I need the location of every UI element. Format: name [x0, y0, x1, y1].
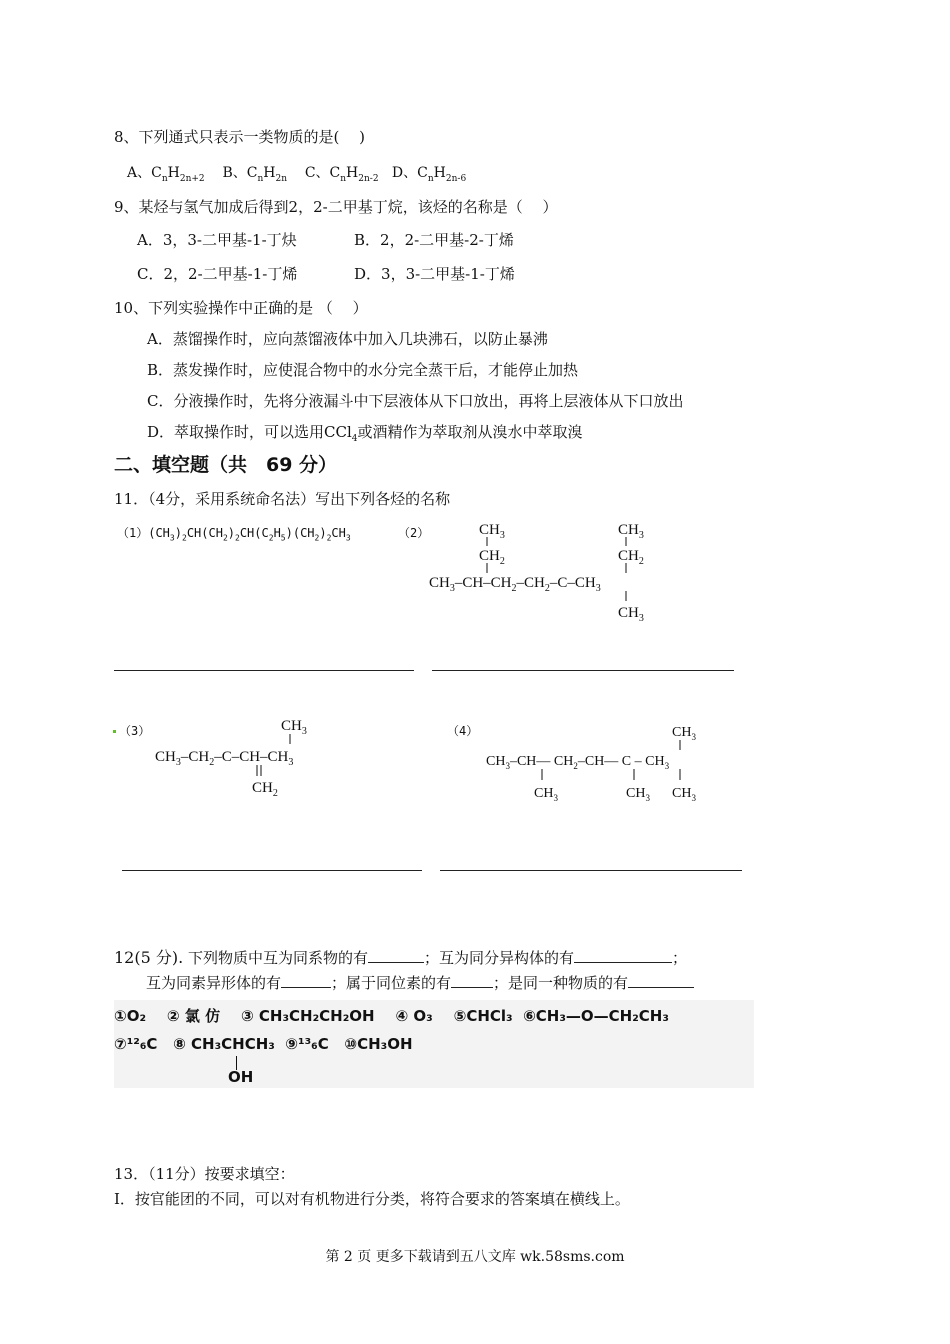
- q12-text-3: ；: [672, 949, 688, 967]
- q8-option-d: D、$C_nH_{2n-6}$: [391, 165, 467, 184]
- q10-option-c: C．分液操作时，先将分液漏斗中下层液体从下口放出，再将上层液体从下口放出: [147, 392, 684, 410]
- svg-text:CH2: $CH_2$: [618, 548, 644, 567]
- q12-text-4: 互为同素异形体的有: [146, 974, 282, 992]
- svg-text:CH3: $CH_3$: [672, 786, 696, 803]
- q13-part1: I．按官能团的不同，可以对有机物进行分类，将符合要求的答案填在横线上。: [114, 1190, 630, 1208]
- q8-option-a: A、$C_nH_{2n+2}$: [127, 165, 205, 184]
- q12-items-row2: [114, 1035, 413, 1053]
- svg-text:CH3: $CH_3$: [281, 718, 307, 737]
- q12-text-1: 下列物质中互为同系物的有: [187, 949, 368, 967]
- svg-text:CH3: $CH_3$: [534, 786, 558, 803]
- section-title: 二、填空题（共 69 分）: [114, 454, 338, 476]
- svg-text:CH3: $CH_3$: [672, 725, 696, 742]
- item-2: ② 氯 仿: [166, 1007, 221, 1025]
- blank-homologs[interactable]: [368, 948, 424, 963]
- svg-text:CH3–CH–CH2–CH2–C–CH3: $CH_3-CH-CH_2-CH_2-C-CH_3$: [429, 575, 601, 594]
- answer-line-1[interactable]: [114, 670, 414, 671]
- answer-line-4[interactable]: [440, 870, 742, 871]
- svg-text:CH3–CH— CH2–CH— C – CH3: $CH_3-CH—$ $CH_2-CH—$ C – $CH_3$: [486, 754, 670, 771]
- q9-option-c: C．2，2-二甲基-1-丁烯: [137, 265, 298, 283]
- q12-text-2: ；互为同分异构体的有: [424, 949, 575, 967]
- q11-part2-label: （2）: [398, 526, 430, 540]
- q12-text-6: ；是同一种物质的有: [493, 974, 629, 992]
- svg-text:CH3: $CH_3$: [618, 605, 644, 624]
- q12-line1: [114, 945, 687, 968]
- blank-allotropes[interactable]: [281, 973, 331, 988]
- q11-part1-label: （1）: [117, 526, 149, 540]
- q12-text-5: ；属于同位素的有: [331, 974, 452, 992]
- q10-option-b: B．蒸发操作时，应使混合物中的水分完全蒸干后，才能停止加热: [147, 361, 579, 379]
- q12-line2: [146, 972, 694, 993]
- q8-option-b: B、$C_nH_{2n}$: [222, 165, 287, 184]
- q8-stem: 8、下列通式只表示一类物质的是( ): [114, 128, 366, 146]
- q10-option-d: D．萃取操作时，可以选用CCl$_4$或酒精作为萃取剂从溴水中萃取溴: [147, 423, 583, 444]
- structure-2: [425, 516, 685, 626]
- q8-option-c: C、$C_nH_{2n-2}$: [304, 165, 379, 184]
- q11-part1-formula: $(CH_3)_2CH(CH_2)_2CH(C_2H_5)(CH_2)_2CH_3$: [148, 526, 351, 543]
- item-8-oh: OH: [228, 1068, 254, 1086]
- structure-3: [150, 712, 370, 802]
- q13-stem: 13．（11分）按要求填空：: [114, 1165, 295, 1183]
- q10-option-a: A．蒸馏操作时，应向蒸馏液体中加入几块沸石，以防止暴沸: [147, 330, 548, 348]
- q9-stem: 9、某烃与氢气加成后得到2，2-二甲基丁烷，该烃的名称是（ ）: [114, 198, 558, 216]
- item-3: ③ CH₃CH₂CH₂OH: [240, 1007, 375, 1025]
- svg-text:CH2: $CH_2$: [252, 780, 278, 799]
- item-6: ⑥CH₃—O—CH₂CH₃: [523, 1007, 669, 1025]
- item-10: ⑩CH₃OH: [344, 1035, 413, 1053]
- q12-items-row1: [114, 1005, 669, 1026]
- blank-isomers[interactable]: [574, 948, 672, 963]
- page-footer: 第 2 页 更多下载请到五八文库 wk.58sms.com: [325, 1249, 625, 1265]
- blank-same-substance[interactable]: [628, 973, 694, 988]
- item-5: ⑤CHCl₃: [453, 1007, 513, 1025]
- q11-stem: 11．（4分，采用系统命名法）写出下列各烃的名称: [114, 490, 451, 508]
- item-7: ⑦¹²₆C: [114, 1035, 158, 1053]
- svg-text:CH2: $CH_2$: [479, 548, 505, 567]
- q11-part1: [117, 524, 351, 542]
- item-4: ④ O₃: [395, 1007, 433, 1025]
- q12-lead: 12(5 分).: [114, 948, 184, 967]
- svg-text:CH3: $CH_3$: [479, 522, 505, 541]
- q10-stem: 10、下列实验操作中正确的是 （ ）: [114, 299, 368, 317]
- q9-option-b: B．2，2-二甲基-2-丁烯: [354, 231, 514, 249]
- svg-text:CH3–CH2–C–CH–CH3: $CH_3-CH_2-C-CH-CH_3$: [155, 749, 294, 768]
- structure-4: [482, 714, 752, 806]
- item-9: ⑨¹³₆C: [285, 1035, 329, 1053]
- q11-part4-label: （4）: [447, 724, 479, 738]
- q9-option-a: A．3，3-二甲基-1-丁炔: [137, 231, 297, 249]
- svg-text:CH3: $CH_3$: [618, 522, 644, 541]
- q8-options: [127, 162, 466, 184]
- answer-line-2[interactable]: [432, 670, 734, 671]
- bullet-mark: [113, 730, 116, 733]
- item-1: ①O₂: [114, 1007, 147, 1025]
- answer-line-3[interactable]: [122, 870, 422, 871]
- svg-text:CH3: $CH_3$: [626, 786, 650, 803]
- q9-option-d: D．3，3-二甲基-1-丁烯: [354, 265, 515, 283]
- item-8: ⑧ CH₃CHCH₃: [173, 1035, 275, 1053]
- q11-part3-label: （3）: [119, 724, 151, 738]
- blank-isotopes[interactable]: [451, 973, 493, 988]
